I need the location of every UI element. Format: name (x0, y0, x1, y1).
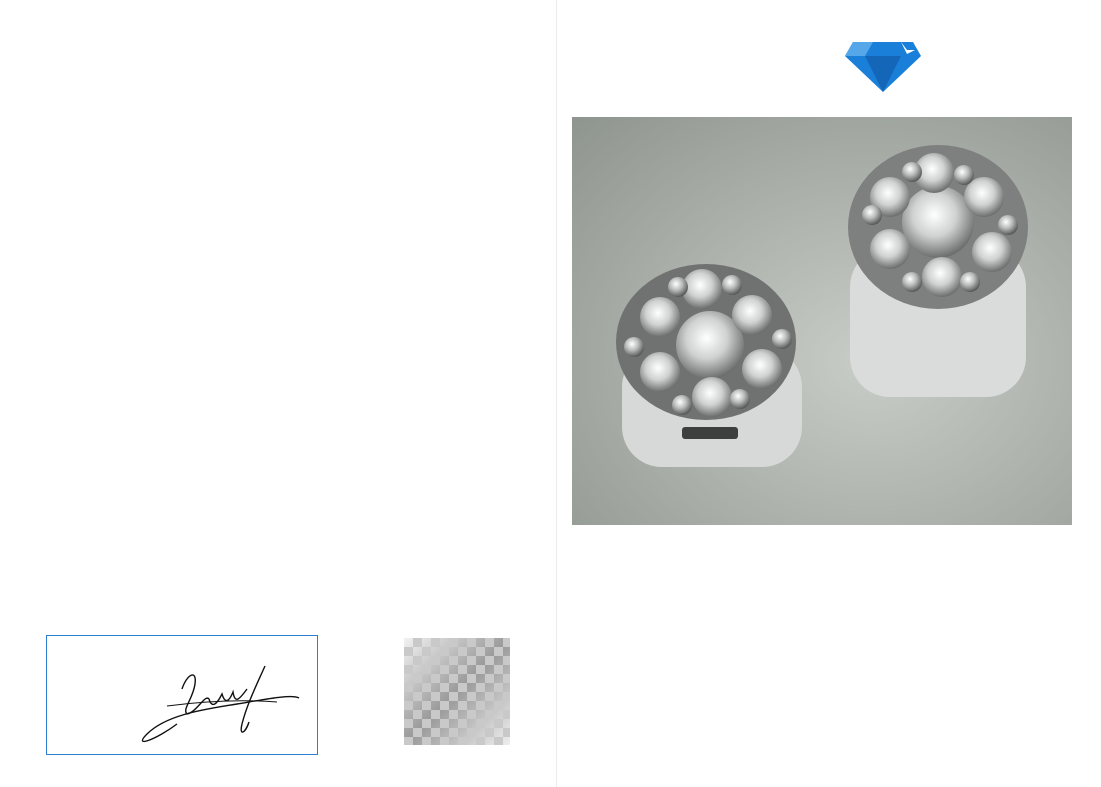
detail-row-gram-weight (63, 310, 492, 347)
detail-row-shape (63, 88, 492, 125)
detail-row-carat (63, 125, 492, 162)
hologram-seal (404, 638, 510, 745)
signature-image (127, 654, 302, 749)
frame-strip-top (46, 62, 512, 74)
detail-row-clarity (63, 199, 492, 236)
certificate-details (63, 74, 492, 347)
diamond-icon (843, 38, 923, 94)
detail-row-cut (63, 236, 492, 273)
idl-logo (843, 36, 1063, 108)
detail-row-finish (63, 273, 492, 310)
earrings-image (572, 117, 1072, 525)
product-photo (572, 117, 1072, 525)
detail-row-color (63, 162, 492, 199)
frame-strip-bottom (46, 610, 512, 622)
frame-strip-right (500, 72, 512, 612)
gemologists-box (46, 635, 318, 755)
page-divider (556, 0, 557, 787)
frame-strip-left (46, 72, 58, 612)
